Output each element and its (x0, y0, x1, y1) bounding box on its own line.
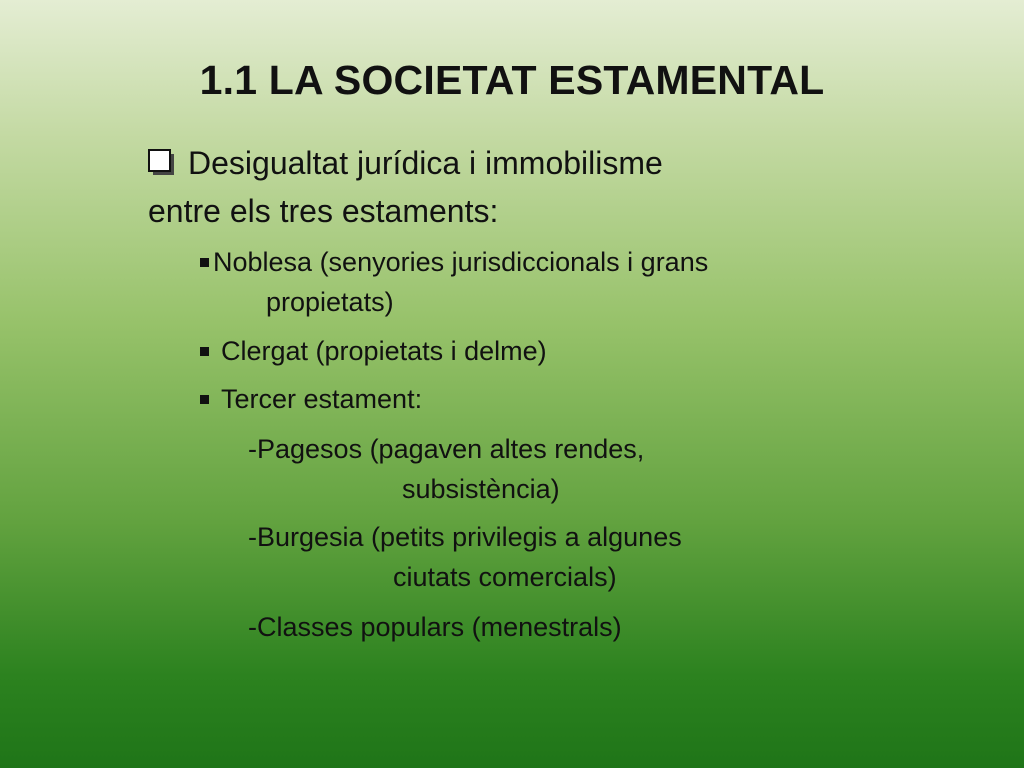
checkbox-bullet-icon (148, 146, 176, 174)
bullet-main-text-line2: entre els tres estaments: (148, 193, 499, 229)
square-bullet-icon (200, 258, 209, 267)
clergat-text: Clergat (propietats i delme) (221, 336, 547, 366)
bullet-main-text-line1: Desigualtat jurídica i immobilisme (188, 145, 663, 181)
classes-populars-text: -Classes populars (menestrals) (248, 612, 622, 642)
noblesa-text-line2: propietats) (266, 287, 394, 317)
pagesos-text-line2: subsistència) (402, 474, 560, 504)
slide-title: 1.1 LA SOCIETAT ESTAMENTAL (199, 57, 825, 103)
burgesia-text-line1: -Burgesia (petits privilegis a algunes (248, 522, 682, 552)
square-bullet-icon (200, 347, 209, 356)
bullet-clergat (200, 334, 547, 368)
bullet-noblesa-line1 (200, 245, 708, 279)
burgesia-text-line2: ciutats comercials) (393, 562, 617, 592)
bullet-tercer-estament (200, 382, 422, 416)
tercer-text: Tercer estament: (221, 384, 423, 414)
noblesa-text-line1: Noblesa (senyories jurisdiccionals i grans (213, 247, 709, 277)
pagesos-text-line1: -Pagesos (pagaven altes rendes, (248, 434, 645, 464)
bullet-main-line1 (148, 143, 663, 183)
square-bullet-icon (200, 395, 209, 404)
